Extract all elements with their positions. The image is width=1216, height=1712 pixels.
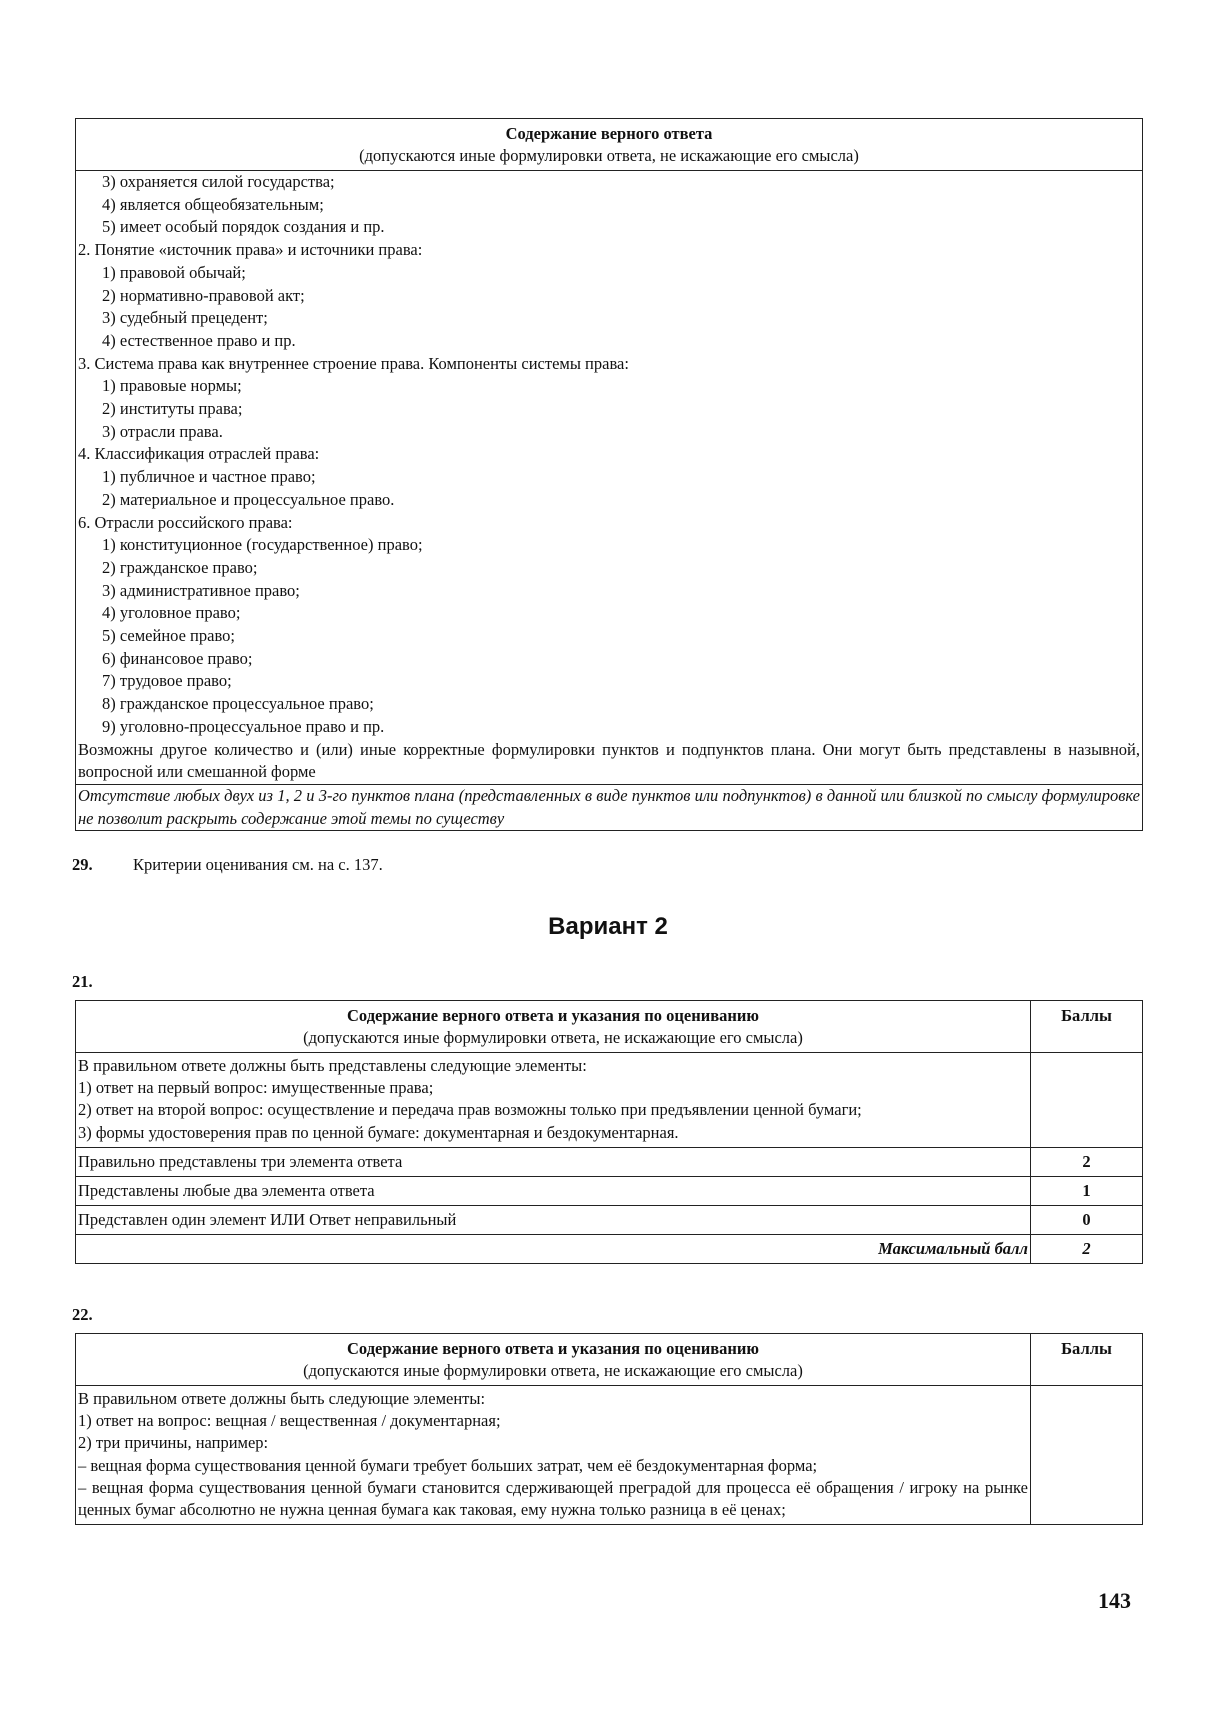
points: 0 [1031, 1206, 1142, 1235]
answer-content [76, 1386, 1031, 1524]
task-number-22: 22. [72, 1305, 93, 1324]
list-item: 4) уголовное право; [102, 603, 241, 623]
criterion: Представлены любые два элемента ответа [76, 1177, 1031, 1206]
answer-content [76, 1053, 1031, 1148]
header-title: Содержание верного ответа [505, 124, 713, 143]
list-item: 6. Отрасли российского права: [78, 512, 293, 532]
header-subtitle: (допускаются иные формулировки ответа, не искажающие его смысла) [359, 146, 859, 165]
list-item: 1) публичное и частное право; [102, 467, 316, 487]
header-title: Содержание верного ответа и указания по оцениванию [347, 1006, 759, 1025]
content-line: 1) ответ на вопрос: вещная / вещественная / документарная; [78, 1411, 501, 1431]
list-item: 3) административное право; [102, 580, 300, 600]
list-item: 4) является общеобязательным; [102, 194, 324, 214]
list-item: 2) гражданское право; [102, 557, 258, 577]
list-item: 4) естественное право и пр. [102, 330, 296, 350]
content-line: В правильном ответе должны быть представлены следующие элементы: [78, 1056, 587, 1075]
list-item: 3. Система права как внутреннее строение права. Компоненты системы права: [78, 353, 629, 373]
list-item: 1) конституционное (государственное) право; [102, 535, 423, 555]
points-header: Баллы [1061, 1006, 1112, 1025]
content-line: 3) формы удостоверения прав по ценной бумаге: документарная и бездокументарная. [78, 1122, 679, 1142]
list-item: 1) правовые нормы; [102, 376, 242, 396]
list-item: 2) материальное и процессуальное право. [102, 489, 395, 509]
header-subtitle: (допускаются иные формулировки ответа, не искажающие его смысла) [303, 1028, 803, 1047]
page-number: 143 [1098, 1588, 1131, 1613]
points: 1 [1031, 1177, 1142, 1206]
list-item: 2. Понятие «источник права» и источники права: [78, 240, 423, 260]
answer-table-28 [75, 118, 1143, 831]
list-item: 2) нормативно-правовой акт; [102, 285, 305, 305]
header-title: Содержание верного ответа и указания по оцениванию [347, 1339, 759, 1358]
list-item: 9) уголовно-процессуальное право и пр. [102, 716, 385, 736]
content-line: В правильном ответе должны быть следующие элементы: [78, 1389, 486, 1408]
list-item: 5) имеет особый порядок создания и пр. [102, 217, 385, 237]
content-line: 1) ответ на первый вопрос: имущественные права; [78, 1078, 434, 1098]
task-number-21: 21. [72, 972, 93, 991]
task-22-table [75, 1333, 1143, 1525]
list-item: 6) финансовое право; [102, 648, 253, 668]
variant-title: Вариант 2 [548, 913, 668, 940]
criterion: Правильно представлены три элемента ответа [76, 1148, 1031, 1177]
plan-list [76, 171, 1142, 739]
max-score-label: Максимальный балл [76, 1235, 1031, 1263]
list-item: 7) трудовое право; [102, 671, 232, 691]
table-header [76, 119, 1142, 171]
header-subtitle: (допускаются иные формулировки ответа, не искажающие его смысла) [303, 1361, 803, 1380]
list-item: 8) гражданское процессуальное право; [102, 694, 374, 714]
points: 2 [1031, 1148, 1142, 1177]
max-score: 2 [1082, 1238, 1091, 1258]
item-29-text: Критерии оценивания см. на с. 137. [133, 855, 383, 874]
plan-note: Возможны другое количество и (или) иные корректные формулировки пунктов и подпунктов плана. Они могут быть представлены в назывной, вопросной или смешанной форме [78, 739, 1140, 782]
content-line: – вещная форма существования ценной бумаги становится сдерживающей преградой для процесса её обращения / игроку на рынке ценных бумаг абсолютно не нужна ценная бумага как таковая, ему нужна только разница в её ценах; [78, 1477, 1028, 1520]
criterion: Представлен один элемент ИЛИ Ответ неправильный [76, 1206, 1031, 1235]
content-line: – вещная форма существования ценной бумаги требует больших затрат, чем её бездокументарная форма; [78, 1455, 818, 1475]
list-item: 1) правовой обычай; [102, 262, 246, 282]
list-item: 4. Классификация отраслей права: [78, 444, 320, 464]
list-item: 3) отрасли права. [102, 421, 223, 441]
points-header: Баллы [1061, 1339, 1112, 1358]
list-item: 2) институты права; [102, 399, 243, 419]
list-item: 3) судебный прецедент; [102, 308, 268, 328]
list-item: 3) охраняется силой государства; [102, 172, 335, 191]
italic-note: Отсутствие любых двух из 1, 2 и 3-го пунктов плана (представленных в виде пунктов или подпунктов) в данной или близкой по смыслу формулировке не позволит раскрыть содержание этой темы по существу [76, 784, 1142, 830]
list-item: 5) семейное право; [102, 626, 235, 646]
task-21-table [75, 1000, 1143, 1264]
item-number-29: 29. [72, 855, 93, 874]
content-line: 2) ответ на второй вопрос: осуществление и передача прав возможны только при предъявлении ценной бумаги; [78, 1100, 862, 1120]
content-line: 2) три причины, например: [78, 1433, 269, 1453]
